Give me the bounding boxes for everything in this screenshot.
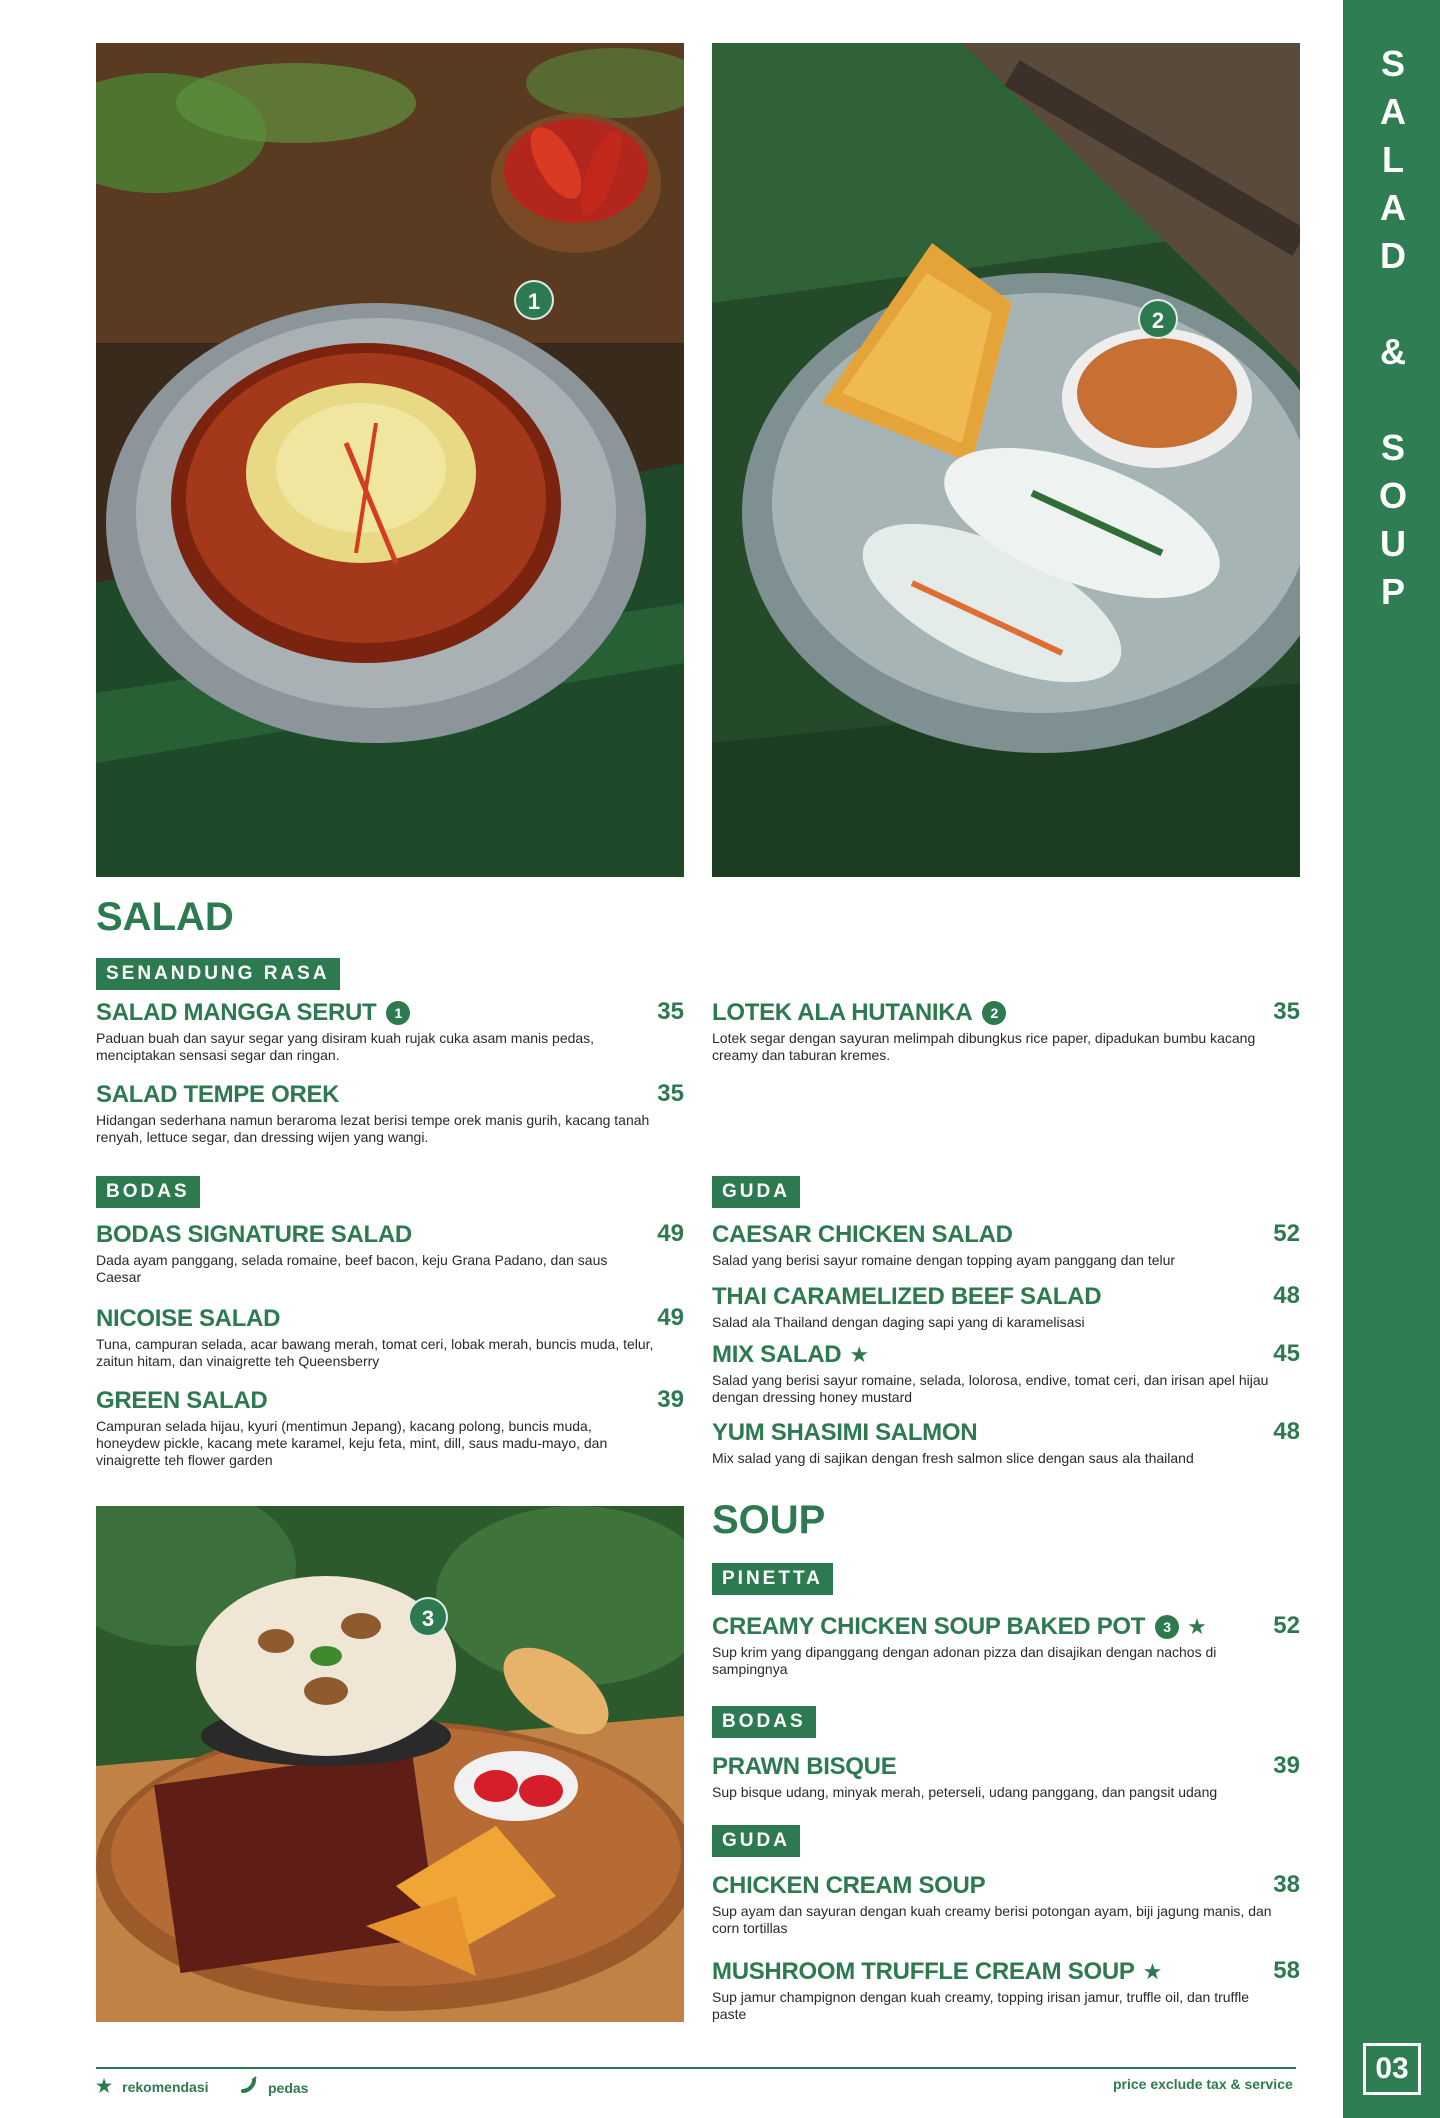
side-letter: P xyxy=(1380,571,1405,612)
menu-item-thai-caramelized-beef-salad xyxy=(712,1282,1300,1331)
menu-item-mix-salad xyxy=(712,1340,1300,1406)
tag-senandung-rasa: SENANDUNG RASA xyxy=(96,958,340,990)
menu-item-caesar-chicken-salad xyxy=(712,1220,1300,1269)
legend-spicy-label: pedas xyxy=(268,2079,309,2096)
item-name: CAESAR CHICKEN SALAD xyxy=(712,1221,1013,1248)
item-description: Salad yang berisi sayur romaine dengan topping ayam panggang dan telur xyxy=(712,1252,1176,1268)
item-photo-badge: 1 xyxy=(386,1001,410,1025)
item-description: Lotek segar dengan sayuran melimpah dibungkus rice paper, dipadukan bumbu kacang creamy dan taburan kremes. xyxy=(712,1030,1256,1063)
menu-item-prawn-bisque xyxy=(712,1752,1300,1801)
legend-recommended xyxy=(96,2076,209,2097)
side-letter: D xyxy=(1380,235,1406,276)
menu-item-salad-mangga-serut xyxy=(96,998,684,1064)
recommended-star-icon: ★ xyxy=(849,1342,870,1367)
page-number: 03 xyxy=(1363,2043,1421,2095)
menu-item-salad-tempe-orek xyxy=(96,1080,684,1146)
photo-salad-mangga-serut xyxy=(96,43,684,877)
salad-section-title: SALAD xyxy=(96,895,234,939)
item-description: Mix salad yang di sajikan dengan fresh salmon slice dengan saus ala thailand xyxy=(712,1450,1194,1466)
menu-item-bodas-signature-salad xyxy=(96,1220,684,1286)
side-letter: A xyxy=(1380,187,1406,228)
item-name: LOTEK ALA HUTANIKA xyxy=(712,999,973,1026)
soup-section-title: SOUP xyxy=(712,1498,826,1542)
item-name: THAI CARAMELIZED BEEF SALAD xyxy=(712,1283,1102,1310)
item-price: 45 xyxy=(1273,1340,1300,1367)
item-price: 38 xyxy=(1273,1871,1300,1898)
item-name: CHICKEN CREAM SOUP xyxy=(712,1872,986,1899)
side-letter xyxy=(1370,280,1416,328)
tag-pinetta: PINETTA xyxy=(712,1563,833,1595)
item-name: SALAD TEMPE OREK xyxy=(96,1081,340,1108)
tag-guda: GUDA xyxy=(712,1176,800,1208)
item-description: Sup ayam dan sayuran dengan kuah creamy berisi potongan ayam, biji jagung manis, dan corn tortillas xyxy=(712,1903,1272,1936)
legend-recommended-label: rekomendasi xyxy=(122,2078,209,2095)
photo-lotek-ala-hutanika xyxy=(712,43,1300,877)
recommended-star-icon: ★ xyxy=(1187,1614,1207,1639)
item-name: MIX SALAD xyxy=(712,1341,842,1368)
photo-badge-3: 3 xyxy=(408,1597,448,1637)
price-note: price exclude tax & service xyxy=(1113,2076,1293,2092)
item-price: 35 xyxy=(657,1080,684,1107)
item-price: 49 xyxy=(657,1220,684,1247)
item-price: 58 xyxy=(1273,1957,1300,1984)
item-description: Dada ayam panggang, selada romaine, beef bacon, keju Grana Padano, dan saus Caesar xyxy=(96,1252,608,1285)
side-letter: L xyxy=(1382,139,1404,180)
item-price: 52 xyxy=(1273,1220,1300,1247)
side-letter: S xyxy=(1380,427,1405,468)
item-description: Paduan buah dan sayur segar yang disiram kuah rujak cuka asam manis pedas, menciptakan sensasi segar dan ringan. xyxy=(96,1030,595,1063)
item-description: Salad ala Thailand dengan daging sapi yang di karamelisasi xyxy=(712,1314,1085,1330)
recommended-star-icon: ★ xyxy=(1142,1959,1163,1984)
side-title xyxy=(1370,40,1416,616)
item-description: Salad yang berisi sayur romaine, selada, lolorosa, endive, tomat ceri, dan irisan apel hijau dengan dressing honey mustard xyxy=(712,1372,1269,1405)
item-price: 49 xyxy=(657,1304,684,1331)
item-description: Tuna, campuran selada, acar bawang merah, tomat ceri, lobak merah, buncis muda, telur, zaitun hitam, dan vinaigrette teh Queensberry xyxy=(96,1336,654,1369)
item-price: 48 xyxy=(1273,1418,1300,1445)
side-letter: O xyxy=(1378,475,1407,516)
star-icon: ★ xyxy=(96,2076,113,2096)
tag-bodas: BODAS xyxy=(96,1176,200,1208)
item-name: BODAS SIGNATURE SALAD xyxy=(96,1221,412,1248)
photo-badge-1: 1 xyxy=(514,280,554,320)
menu-item-creamy-chicken-soup-baked-pot xyxy=(712,1612,1300,1678)
menu-item-lotek-ala-hutanika xyxy=(712,998,1300,1064)
item-name: CREAMY CHICKEN SOUP BAKED POT xyxy=(712,1613,1146,1640)
tag-bodas-soup: BODAS xyxy=(712,1706,816,1738)
item-description: Campuran selada hijau, kyuri (mentimun Jepang), kacang polong, buncis muda, honeydew pickle, kacang mete karamel, keju feta, mint, dill, saus madu-mayo, dan vinaigrette teh flower garden xyxy=(96,1418,608,1468)
item-price: 39 xyxy=(1273,1752,1300,1779)
menu-item-green-salad xyxy=(96,1386,684,1469)
footer-divider xyxy=(96,2067,1296,2069)
item-price: 39 xyxy=(657,1386,684,1413)
photo-creamy-chicken-soup xyxy=(96,1506,684,2022)
item-price: 35 xyxy=(657,998,684,1025)
item-name: YUM SHASIMI SALMON xyxy=(712,1419,978,1446)
menu-item-mushroom-truffle-cream-soup xyxy=(712,1957,1300,2023)
item-description: Hidangan sederhana namun beraroma lezat berisi tempe orek manis gurih, kacang tanah renyah, lettuce segar, dan dressing wijen yang wangi. xyxy=(96,1112,650,1145)
legend-spicy xyxy=(240,2076,308,2099)
photo-badge-2: 2 xyxy=(1138,299,1178,339)
side-letter: & xyxy=(1380,331,1406,372)
item-name: SALAD MANGGA SERUT xyxy=(96,999,377,1026)
item-name: GREEN SALAD xyxy=(96,1387,268,1414)
side-letter: U xyxy=(1380,523,1406,564)
tag-guda-soup: GUDA xyxy=(712,1825,800,1857)
item-description: Sup jamur champignon dengan kuah creamy, topping irisan jamur, truffle oil, dan truffle paste xyxy=(712,1989,1249,2022)
item-photo-badge: 2 xyxy=(982,1001,1006,1025)
item-price: 52 xyxy=(1273,1612,1300,1639)
item-name: MUSHROOM TRUFFLE CREAM SOUP xyxy=(712,1958,1135,1985)
item-description: Sup krim yang dipanggang dengan adonan pizza dan disajikan dengan nachos di sampingnya xyxy=(712,1644,1217,1677)
side-letter: S xyxy=(1380,43,1405,84)
item-photo-badge: 3 xyxy=(1155,1615,1179,1639)
menu-item-nicoise-salad xyxy=(96,1304,684,1370)
side-letter xyxy=(1370,376,1416,424)
item-name: NICOISE SALAD xyxy=(96,1305,281,1332)
menu-item-yum-shasimi-salmon xyxy=(712,1418,1300,1467)
item-name: PRAWN BISQUE xyxy=(712,1753,897,1780)
item-price: 35 xyxy=(1273,998,1300,1025)
item-description: Sup bisque udang, minyak merah, peterseli, udang panggang, dan pangsit udang xyxy=(712,1784,1218,1800)
chili-icon xyxy=(240,2076,258,2099)
item-price: 48 xyxy=(1273,1282,1300,1309)
menu-item-chicken-cream-soup xyxy=(712,1871,1300,1937)
side-letter: A xyxy=(1380,91,1406,132)
